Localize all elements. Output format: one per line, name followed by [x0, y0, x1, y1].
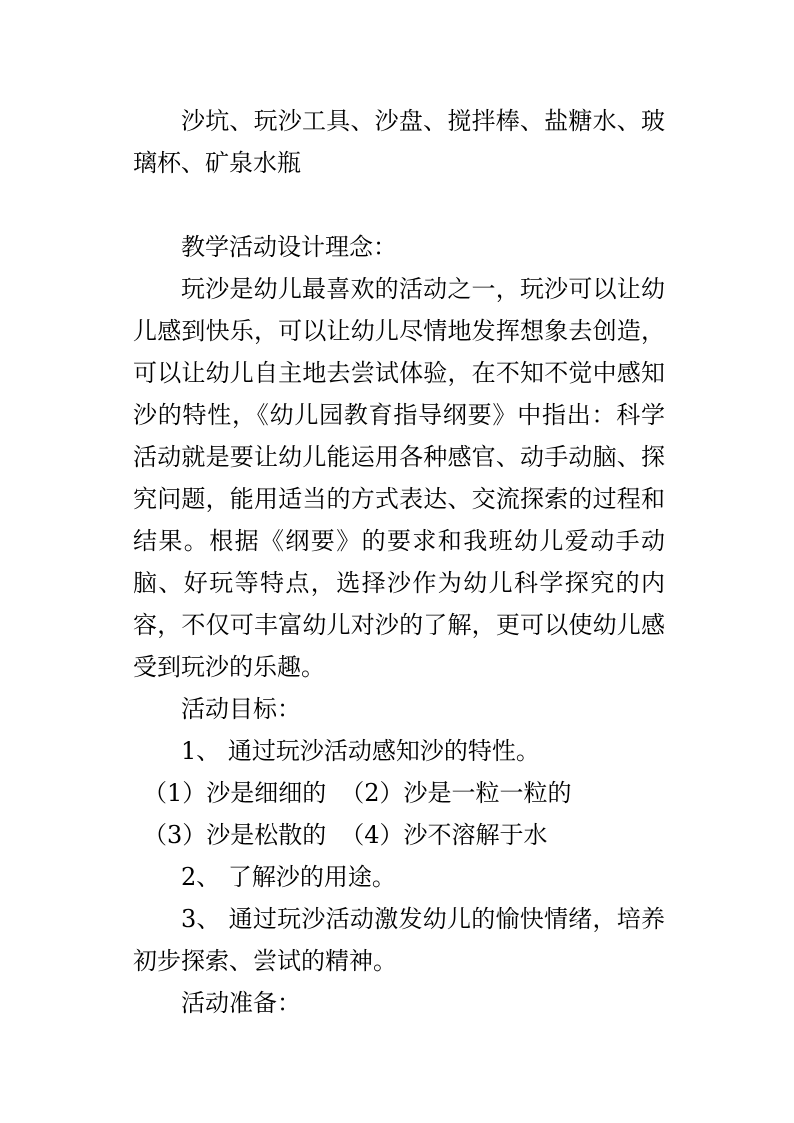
- goal-item-2: 2、 了解沙的用途。: [181, 863, 396, 891]
- paragraph-spacer: [133, 184, 665, 226]
- materials-paragraph: 沙坑、玩沙工具、沙盘、搅拌棒、盐糖水、玻璃杯、矿泉水瓶: [133, 107, 665, 177]
- concept-paragraph: 玩沙是幼儿最喜欢的活动之一，玩沙可以让幼儿感到快乐，可以让幼儿尽情地发挥想象去创造，可以让幼儿自主地去尝试体验，在不知不觉中感知沙的特性，《幼儿园教育指导纲要》中指出：科学活动就是要让幼儿能运用各种感官、动手动脑、探究问题，能用适当的方式表达、交流探索的过程和结果。根据《纲要》的要求和我班幼儿爱动手动脑、好玩等特点，选择沙作为幼儿科学探究的内容，不仅可丰富幼儿对沙的了解，更可以使幼儿感受到玩沙的乐趣。: [133, 275, 665, 681]
- concept-heading: 教学活动设计理念：: [181, 233, 397, 261]
- goal-item-1: 1、 通过玩沙活动感知沙的特性。: [181, 737, 540, 765]
- goal-1-subitem-3: （3）沙是松散的: [143, 821, 327, 849]
- goal-1-subitem-4: （4）沙不溶解于水: [340, 821, 548, 849]
- goal-1-subitems-row-1: [133, 772, 665, 814]
- prep-heading: 活动准备：: [181, 989, 301, 1017]
- document-body: [133, 100, 665, 1024]
- goal-1-subitem-1: （1）沙是细细的: [143, 779, 327, 807]
- goal-1-subitems-row-2: [133, 814, 665, 856]
- goals-heading: 活动目标：: [181, 695, 301, 723]
- goal-item-3: 3、 通过玩沙活动激发幼儿的愉快情绪，培养初步探索、尝试的精神。: [133, 905, 665, 975]
- goal-1-subitem-2: （2）沙是一粒一粒的: [340, 779, 572, 807]
